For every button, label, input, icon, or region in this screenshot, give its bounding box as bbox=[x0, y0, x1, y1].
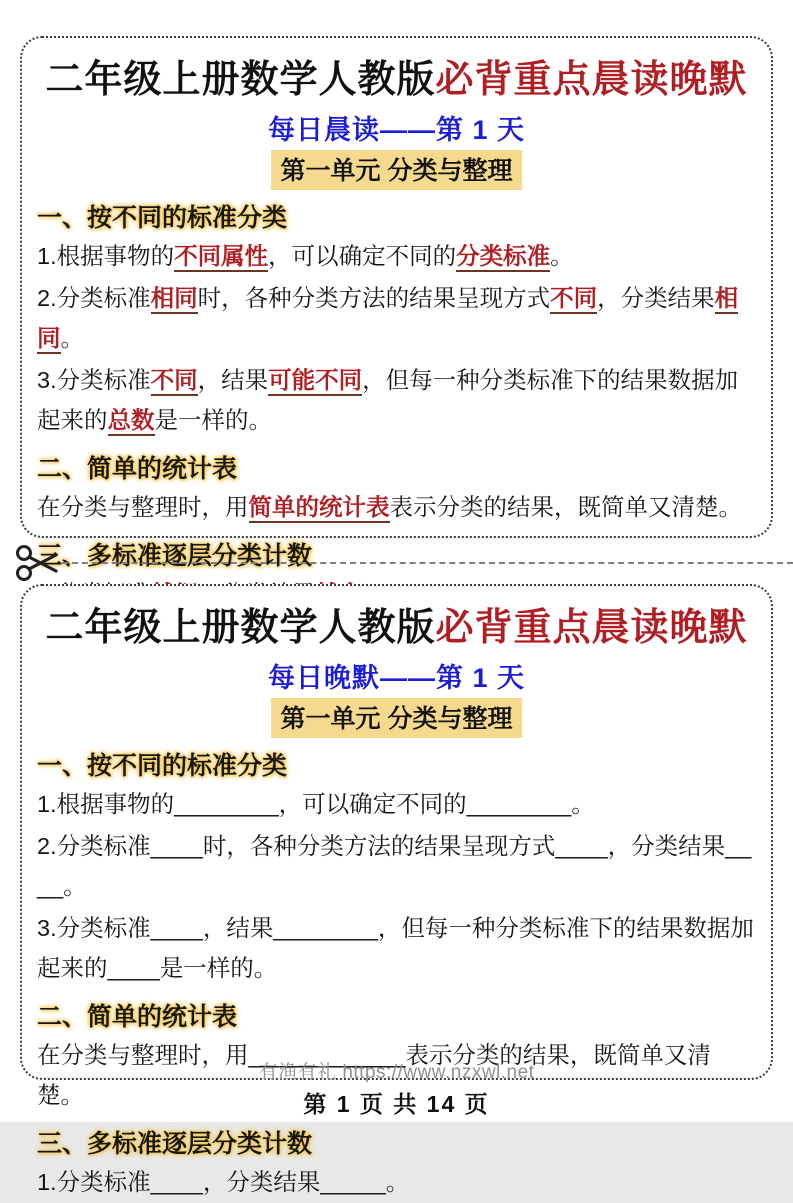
key-term: 分类标准 bbox=[456, 243, 550, 272]
unit-row bbox=[37, 698, 756, 738]
section-heading: 一、按不同的标准分类 bbox=[37, 752, 288, 780]
cut-dash-line bbox=[62, 562, 793, 564]
content-line: 在分类与整理时，用____________表示分类的结果，既简单又清楚。 bbox=[37, 1041, 711, 1108]
key-term: 可能不同 bbox=[268, 367, 362, 396]
section-heading: 一、按不同的标准分类 bbox=[37, 204, 288, 232]
page-number: 第 1 页 共 14 页 bbox=[303, 1091, 490, 1117]
content-line: 1.分类标准____，分类结果_____。 bbox=[37, 1168, 410, 1195]
section-heading: 三、多标准逐层分类计数 bbox=[37, 541, 313, 570]
content-line: 1.根据事物的________，可以确定不同的________。 bbox=[37, 791, 595, 817]
evening-day-subtitle: 每日晚默——第 1 天 bbox=[267, 663, 526, 693]
key-term: 相同 bbox=[37, 285, 738, 354]
content-line: 2.分类标准相同时，各种分类方法的结果呈现方式不同，分类结果相同。 bbox=[37, 279, 756, 359]
title-black-part: 二年级上册数学人教版 bbox=[45, 607, 436, 649]
unit-heading: 第一单元 分类与整理 bbox=[271, 698, 523, 738]
morning-panel bbox=[20, 36, 773, 570]
unit-row bbox=[37, 150, 756, 190]
title-red-part: 必背重点晨读晚默 bbox=[435, 607, 748, 649]
title-red-part: 必背重点晨读晚默 bbox=[435, 59, 748, 101]
unit-heading: 第一单元 分类与整理 bbox=[271, 150, 523, 190]
cut-line bbox=[0, 542, 793, 584]
key-term: 不同 bbox=[151, 367, 198, 396]
watermark: 有渔有礼 https://www.nzxwl.net bbox=[258, 1062, 535, 1083]
morning-day-subtitle: 每日晨读——第 1 天 bbox=[267, 115, 526, 145]
key-term: 不同属性 bbox=[174, 243, 268, 272]
key-term: 总数 bbox=[108, 407, 155, 436]
content-line: 在分类与整理时，用简单的统计表表示分类的结果，既简单又清楚。 bbox=[37, 488, 756, 528]
page-title bbox=[37, 48, 756, 103]
key-term: 简单的统计表 bbox=[249, 494, 390, 523]
content-line: 1.根据事物的不同属性，可以确定不同的分类标准。 bbox=[37, 237, 756, 277]
content-line: 2.分类标准____时，各种分类方法的结果呈现方式____，分类结果____。 bbox=[37, 832, 752, 899]
section-heading: 二、简单的统计表 bbox=[37, 1002, 238, 1031]
content-line: 3.分类标准____，结果________，但每一种分类标准下的结果数据加起来的____是一样的。 bbox=[37, 914, 754, 981]
evening-body bbox=[37, 746, 756, 1203]
key-term: 相同 bbox=[151, 285, 198, 314]
key-term: 不同 bbox=[550, 285, 597, 314]
section-heading: 二、简单的统计表 bbox=[37, 454, 238, 483]
scissors-icon bbox=[14, 540, 60, 586]
page-title bbox=[37, 596, 756, 651]
section-heading: 三、多标准逐层分类计数 bbox=[37, 1129, 313, 1158]
title-black-part: 二年级上册数学人教版 bbox=[45, 59, 436, 101]
content-line: 3.分类标准不同，结果可能不同，但每一种分类标准下的结果数据加起来的总数是一样的。 bbox=[37, 361, 756, 441]
